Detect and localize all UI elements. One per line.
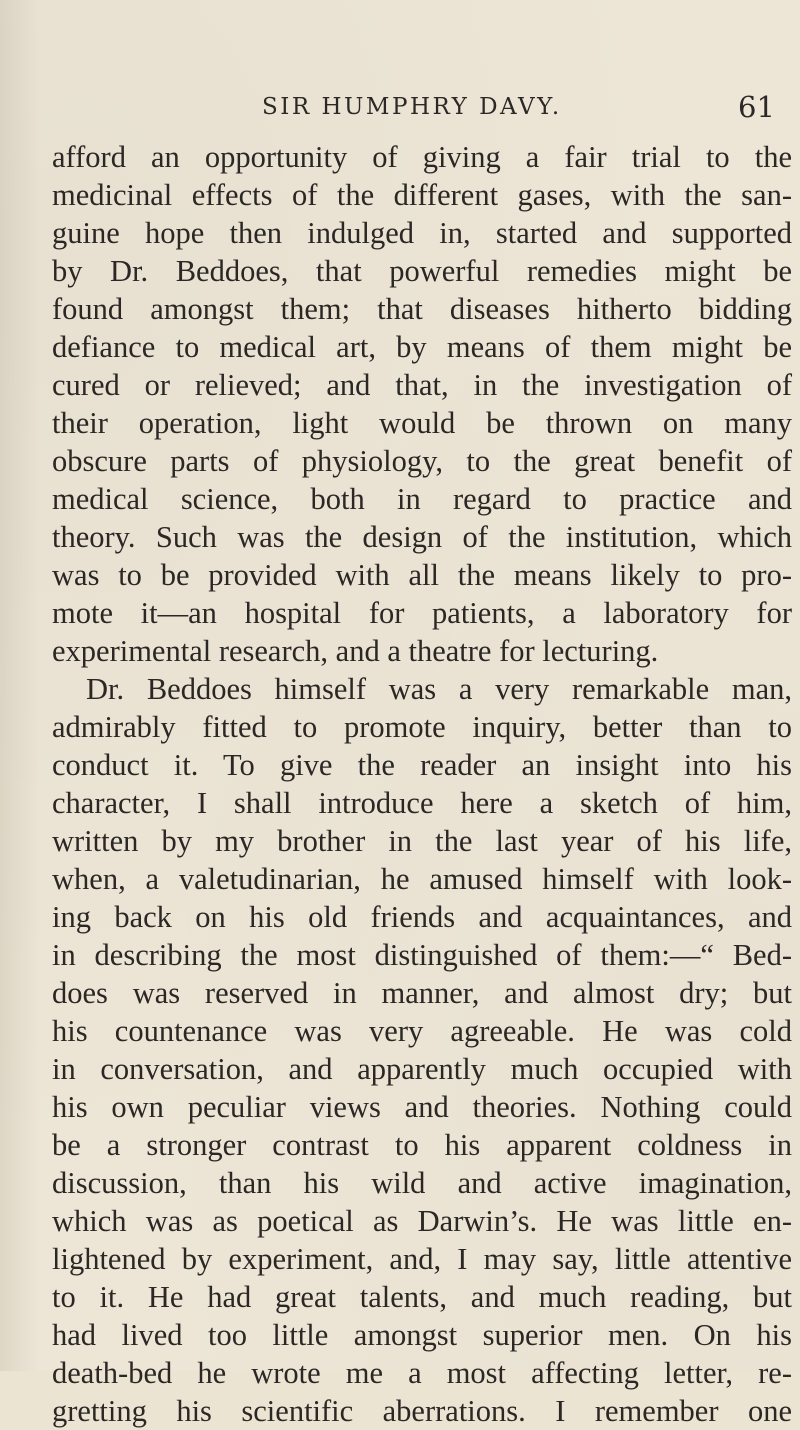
body-text [52,138,792,1430]
text-line: by Dr. Beddoes, that powerful remedies might be [52,254,792,288]
text-line: be a stronger contrast to his apparent coldness in [52,1128,792,1162]
text-line: character, I shall introduce here a sketch of him, [52,786,792,820]
text-line: written by my brother in the last year of his life, [52,824,792,858]
text-line: does was reserved in manner, and almost dry; but [52,976,792,1010]
text-line: found amongst them; that diseases hitherto bidding [52,292,792,326]
text-line: to it. He had great talents, and much reading, but [52,1280,792,1314]
text-line: in conversation, and apparently much occupied with [52,1052,792,1086]
page-edge-shadow [0,0,40,1371]
running-head: SIR HUMPHRY DAVY. [262,94,562,120]
text-line: in describing the most distinguished of them:—“ Bed- [52,938,792,972]
text-line: guine hope then indulged in, started and supported [52,216,792,250]
text-line: which was as poetical as Darwin’s. He was little en- [52,1204,792,1238]
text-line: afford an opportunity of giving a fair trial to the [52,140,792,174]
text-line: lightened by experiment, and, I may say, little attentive [52,1242,792,1276]
text-line: cured or relieved; and that, in the investigation of [52,368,792,402]
text-line: obscure parts of physiology, to the great benefit of [52,444,792,478]
text-line: defiance to medical art, by means of them might be [52,330,792,364]
text-line: conduct it. To give the reader an insight into his [52,748,792,782]
page-header [0,90,800,134]
text-line: medical science, both in regard to practice and [52,482,792,516]
text-line: ing back on his old friends and acquaintances, and [52,900,792,934]
text-line: was to be provided with all the means likely to pro- [52,558,792,592]
page-number: 61 [738,90,775,124]
text-line: theory. Such was the design of the institution, which [52,520,792,554]
text-line: had lived too little amongst superior men. On his [52,1318,792,1352]
text-line: when, a valetudinarian, he amused himself with look- [52,862,792,896]
text-line: Dr. Beddoes himself was a very remarkable man, [86,672,792,706]
text-line: medicinal effects of the different gases, with the san- [52,178,792,212]
text-line: mote it—an hospital for patients, a laboratory for [52,596,792,630]
text-line: admirably fitted to promote inquiry, better than to [52,710,792,744]
text-line: death-bed he wrote me a most affecting letter, re- [52,1356,792,1390]
text-line: discussion, than his wild and active imagination, [52,1166,792,1200]
text-line: his own peculiar views and theories. Nothing could [52,1090,792,1124]
text-line: gretting his scientific aberrations. I remember one [52,1394,792,1428]
text-line: his countenance was very agreeable. He was cold [52,1014,792,1048]
text-line: experimental research, and a theatre for lecturing. [52,634,659,668]
text-line: their operation, light would be thrown on many [52,406,792,440]
